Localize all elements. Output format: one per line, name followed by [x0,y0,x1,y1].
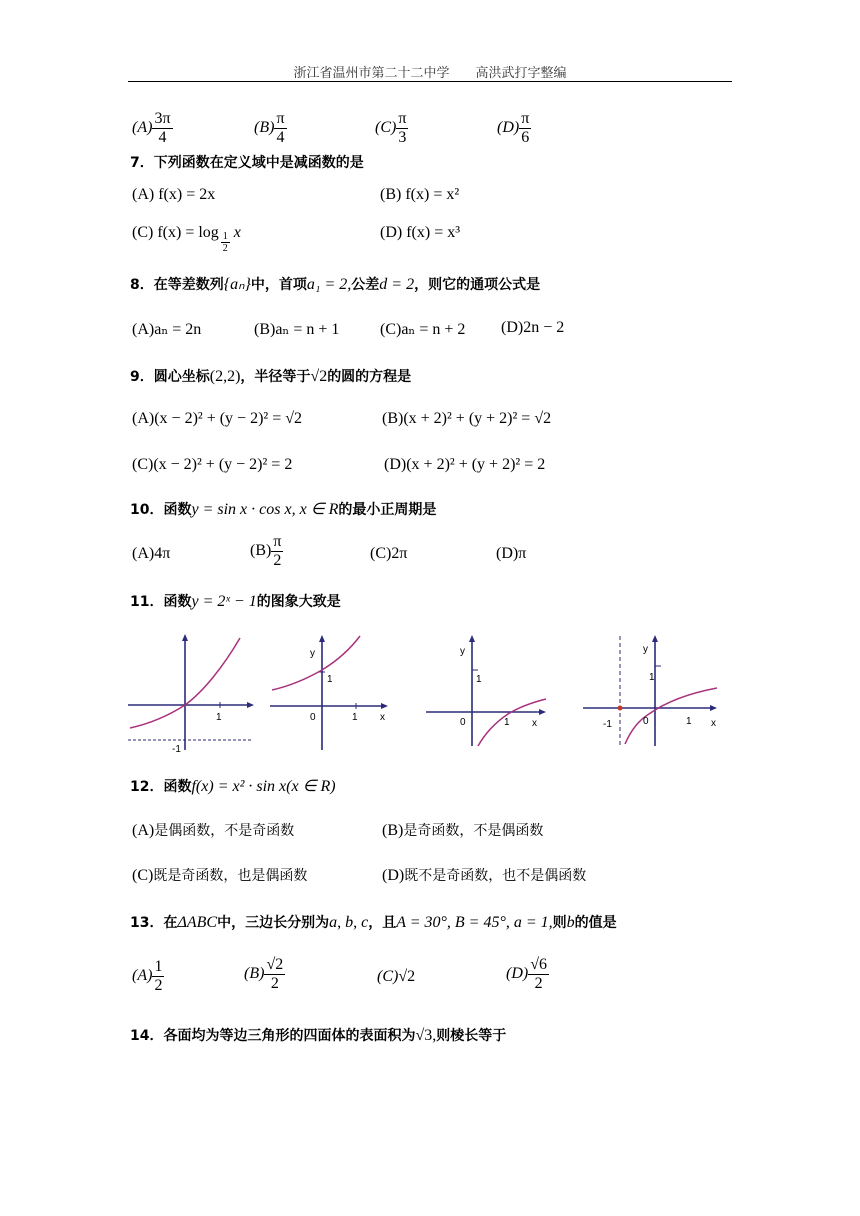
q7-log-arg: x [233,224,241,241]
q10-option-d: (D)π [496,545,527,562]
q6-option-c-fraction [396,110,408,146]
q9-option-d: (D)(x + 2)² + (y + 2)² = 2 [384,456,546,473]
q7-log-base-den: 2 [222,243,228,254]
q9-radius: √2 [310,368,328,385]
q6-option-c [375,110,408,146]
q12-option-a [132,820,294,840]
q9-center: (2,2) [209,368,241,385]
q6-option-b-fraction [274,110,286,146]
q13-option-b-den: 2 [270,974,279,992]
q10-stem-a: 10．函数 [130,502,192,518]
q11-graph-d-label-one-x: 1 [686,716,692,727]
q12-option-b-label: (B) [382,822,404,839]
q13-option-a-den: 2 [154,976,163,994]
q10-option-b [250,533,283,569]
q6-option-b-label: (B) [254,118,275,136]
q14-stem-a: 14．各面均为等边三角形的四面体的表面积为 [130,1028,416,1044]
q13-triangle: ΔABC [177,914,218,931]
q6-option-c-den: 3 [398,128,407,146]
q13-option-c-text: √2 [398,968,416,985]
q6-option-d [497,110,531,146]
q9-stem [130,366,411,386]
q11-graph-b-label-zero: 0 [310,712,316,723]
q11-graph-b-x-arrow [381,703,388,709]
q13-option-d-den: 2 [534,974,543,992]
q8-stem [130,274,540,294]
q11-graph-b [270,632,396,752]
q11-graph-d-label-y: y [643,644,648,655]
q6-option-d-den: 6 [521,128,530,146]
q8-stem-c: 公差 [351,277,380,293]
q11-graph-a-label-one: 1 [216,712,222,723]
q11-graph-b-label-one-x: 1 [352,712,358,723]
q11-graph-a-x-arrow [247,702,254,708]
q10-option-b-fraction [271,533,283,569]
q9-option-c: (C)(x − 2)² + (y − 2)² = 2 [132,456,293,473]
q7-log-base [221,231,230,254]
q13-option-b-fraction [264,956,285,992]
q11-graph-b-label-one-y: 1 [327,674,333,685]
q11-graph-c-label-x: x [532,718,537,729]
q11-graph-c-label-one-y: 1 [476,674,482,685]
q13-option-b-num: √2 [266,956,284,973]
q8-stem-d: ，则它的通项公式是 [414,277,541,293]
q11-graph-d-y-arrow [652,635,658,642]
q6-option-b-num: π [276,110,285,127]
q11-graph-b-label-y: y [310,648,315,659]
q11-graph-c-label-zero: 0 [460,717,466,728]
q11-graph-c-label-y: y [460,646,465,657]
q7-option-a: (A) f(x) = 2x [132,186,216,203]
q12-option-d-text: 既不是奇函数，也不是偶函数 [404,868,587,884]
q6-option-d-num: π [521,110,530,127]
q11-stem-b: 的图象大致是 [256,594,341,610]
q13-option-a-fraction [152,958,164,994]
q12-option-a-text: 是偶函数，不是奇函数 [154,823,295,839]
q12-option-c-text: 既是奇函数，也是偶函数 [153,868,308,884]
q13-stem-d: 则 [552,915,567,931]
q13-option-a [132,958,164,994]
q7-stem: 7．下列函数在定义域中是减函数的是 [130,155,364,171]
page-header: 浙江省温州市第二十二中学 高洪武打字整编 [293,66,567,81]
q14-stem [130,1025,506,1045]
q7-log-base-num: 1 [222,231,228,242]
q11-graph-c-y-arrow [469,635,475,642]
q13-stem-e: 的值是 [574,915,617,931]
q11-graph-d-label-zero: 0 [643,716,649,727]
q11-graph-a-y-arrow [182,634,188,641]
q13-option-d [506,956,549,992]
q9-stem-a: 9．圆心坐标 [130,369,210,385]
q9-stem-b: ，半径等于 [240,369,311,385]
q13-stem [130,912,617,932]
q10-stem [130,499,436,519]
q10-option-b-num: π [273,533,282,550]
q6-option-a-label: (A) [132,118,153,136]
q11-graph-d-label-neg-one: -1 [603,719,612,730]
q8-seq: {aₙ} [223,276,251,293]
q8-stem-b: 中，首项 [250,277,307,293]
q13-condition: A = 30°, B = 45°, a = 1, [396,914,553,931]
q7-option-d: (D) f(x) = x³ [380,224,461,241]
q8-option-c: (C)aₙ = n + 2 [380,321,466,338]
q12-option-c-label: (C) [132,867,154,884]
q13-option-d-label: (D) [506,964,529,982]
q6-option-a-num: 3π [154,110,171,127]
q10-expr: y = sin x · cos x, x ∈ R [191,501,339,518]
q12-option-b-text: 是奇函数，不是偶函数 [403,823,544,839]
q14-stem-b: 则棱长等于 [436,1028,507,1044]
q12-stem [130,776,336,796]
q6-option-d-label: (D) [497,118,520,136]
q11-graph-d-label-x: x [711,718,716,729]
q10-option-c: (C)2π [370,545,408,562]
q11-graph-d-x-arrow [710,705,717,711]
q6-option-b [254,110,287,146]
q6-option-c-num: π [398,110,407,127]
q6-option-a [132,110,173,146]
q11-graph-d-label-one-y: 1 [649,672,655,683]
q13-stem-b: 中，三边长分别为 [217,915,330,931]
q10-option-b-label: (B) [250,541,272,559]
q13-option-c [377,968,415,986]
q11-graph-d-curve [625,688,717,744]
q12-option-d-label: (D) [382,867,405,884]
q6-option-c-label: (C) [375,118,397,136]
q8-option-d: (D)2n − 2 [501,319,565,336]
q12-option-c [132,865,307,885]
q9-stem-c: 的圆的方程是 [327,369,412,385]
q11-graph-c-x-arrow [539,709,546,715]
q10-option-a: (A)4π [132,545,171,562]
q8-option-a: (A)aₙ = 2n [132,321,202,338]
q13-option-d-num: √6 [530,956,547,973]
q7-option-c-text: (C) f(x) = log [132,224,219,241]
q9-option-b: (B)(x + 2)² + (y + 2)² = √2 [382,410,552,427]
q11-graph-b-curve [272,636,360,690]
q8-d: d = 2 [379,276,415,293]
q12-option-b [382,820,543,840]
q14-value: √3, [415,1027,437,1044]
q13-option-a-num: 1 [154,958,163,975]
q13-b: b [566,914,575,931]
q13-sides: a, b, c [329,914,369,931]
q10-option-b-den: 2 [273,551,282,569]
q13-option-b [244,956,285,992]
q11-graph-a-label-neg-one: -1 [172,744,181,752]
q11-graph-c-label-one-x: 1 [504,717,510,728]
q6-option-d-fraction [519,110,531,146]
q7-option-b: (B) f(x) = x² [380,186,460,203]
q11-graph-b-y-arrow [319,635,325,642]
q11-graph-c [426,632,552,748]
q11-graph-a [128,632,254,752]
q6-option-a-den: 4 [158,128,167,146]
q8-option-b: (B)aₙ = n + 1 [254,321,340,338]
q12-option-d [382,865,586,885]
q11-stem [130,591,341,611]
q13-option-d-fraction [528,956,549,992]
q13-stem-c: ，且 [368,915,397,931]
q11-graph-d [583,632,723,748]
q11-stem-a: 11．函数 [130,594,192,610]
q6-option-a-fraction [152,110,172,146]
q11-expr: y = 2ˣ − 1 [191,593,257,610]
q10-stem-b: 的最小正周期是 [338,502,437,518]
q7-option-c [132,224,241,254]
q13-option-c-label: (C) [377,968,399,985]
q8-stem-a: 8．在等差数列 [130,277,224,293]
header-rule [128,81,732,82]
q11-graph-b-label-x: x [380,712,385,723]
q12-stem-a: 12．函数 [130,779,192,795]
q8-a1: a₁ = 2, [306,276,352,293]
q13-option-a-label: (A) [132,966,153,984]
q12-option-a-label: (A) [132,822,155,839]
q11-graph-d-point [618,706,623,711]
q12-expr: f(x) = x² · sin x(x ∈ R) [191,778,336,795]
q13-stem-a: 13．在 [130,915,178,931]
q9-option-a: (A)(x − 2)² + (y − 2)² = √2 [132,410,302,427]
q13-option-b-label: (B) [244,964,265,982]
q6-option-b-den: 4 [276,128,285,146]
